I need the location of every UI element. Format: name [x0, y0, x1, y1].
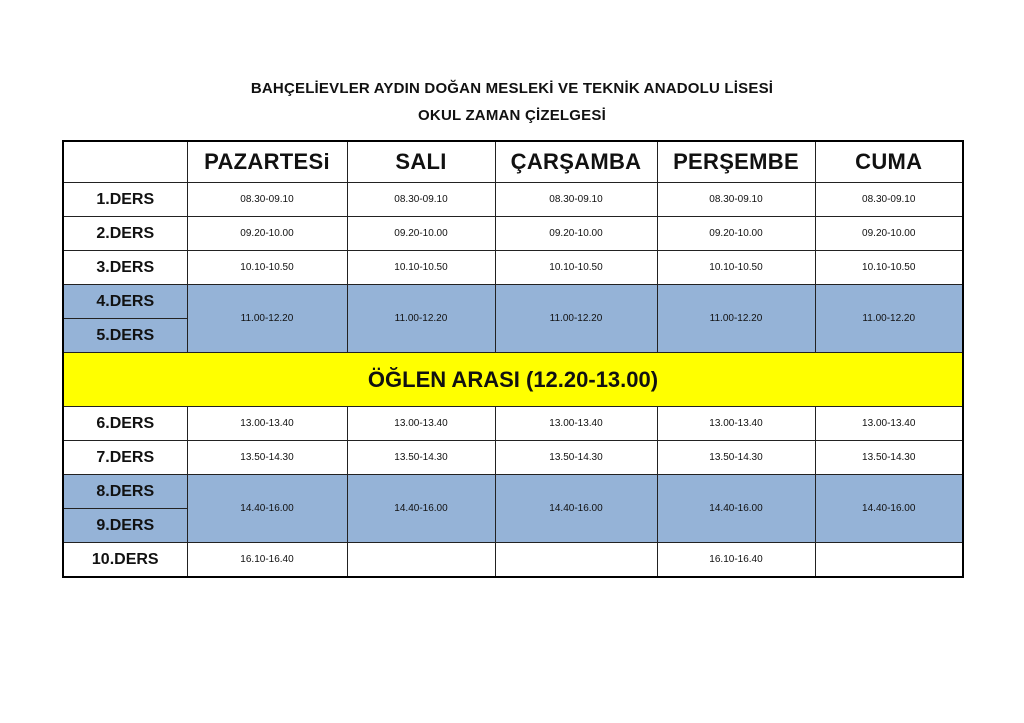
time-cell: 11.00-12.20 — [495, 285, 657, 353]
table-row — [63, 407, 963, 441]
time-cell — [495, 543, 657, 578]
time-cell: 09.20-10.00 — [815, 217, 963, 251]
time-cell: 08.30-09.10 — [657, 183, 815, 217]
time-cell: 08.30-09.10 — [495, 183, 657, 217]
time-cell: 13.50-14.30 — [657, 441, 815, 475]
table-row — [63, 285, 963, 319]
time-cell: 16.10-16.40 — [187, 543, 347, 578]
time-cell: 14.40-16.00 — [815, 475, 963, 543]
corner-cell — [63, 141, 187, 183]
lesson-label: 5.DERS — [63, 319, 187, 353]
school-name: BAHÇELİEVLER AYDIN DOĞAN MESLEKİ VE TEKNİK ANADOLU LİSESİ — [250, 80, 774, 97]
time-cell: 14.40-16.00 — [495, 475, 657, 543]
time-cell: 13.50-14.30 — [495, 441, 657, 475]
lesson-label: 10.DERS — [63, 543, 187, 578]
time-cell: 09.20-10.00 — [657, 217, 815, 251]
time-cell: 10.10-10.50 — [187, 251, 347, 285]
table-row — [63, 475, 963, 509]
schedule-title: OKUL ZAMAN ÇİZELGESİ — [418, 107, 606, 124]
lesson-label: 7.DERS — [63, 441, 187, 475]
lesson-label: 1.DERS — [63, 183, 187, 217]
table-row — [63, 441, 963, 475]
time-cell: 13.00-13.40 — [815, 407, 963, 441]
day-header: PAZARTESi — [187, 141, 347, 183]
time-cell: 08.30-09.10 — [187, 183, 347, 217]
time-cell: 09.20-10.00 — [495, 217, 657, 251]
time-cell: 13.00-13.40 — [347, 407, 495, 441]
day-header: PERŞEMBE — [657, 141, 815, 183]
time-cell: 11.00-12.20 — [347, 285, 495, 353]
day-header: ÇARŞAMBA — [495, 141, 657, 183]
time-cell: 13.50-14.30 — [347, 441, 495, 475]
time-cell: 13.00-13.40 — [657, 407, 815, 441]
time-cell: 10.10-10.50 — [657, 251, 815, 285]
time-cell: 16.10-16.40 — [657, 543, 815, 578]
header-row — [63, 141, 963, 183]
table-row — [63, 251, 963, 285]
time-cell: 10.10-10.50 — [347, 251, 495, 285]
time-cell: 14.40-16.00 — [657, 475, 815, 543]
lesson-label: 3.DERS — [63, 251, 187, 285]
day-header: SALI — [347, 141, 495, 183]
time-cell: 14.40-16.00 — [347, 475, 495, 543]
time-cell — [815, 543, 963, 578]
time-cell: 13.50-14.30 — [187, 441, 347, 475]
time-cell: 13.50-14.30 — [815, 441, 963, 475]
lesson-label: 2.DERS — [63, 217, 187, 251]
time-cell: 09.20-10.00 — [187, 217, 347, 251]
time-cell: 08.30-09.10 — [347, 183, 495, 217]
time-cell: 09.20-10.00 — [347, 217, 495, 251]
lesson-label: 9.DERS — [63, 509, 187, 543]
time-cell — [347, 543, 495, 578]
table-row — [63, 183, 963, 217]
time-cell: 11.00-12.20 — [815, 285, 963, 353]
time-cell: 14.40-16.00 — [187, 475, 347, 543]
time-cell: 08.30-09.10 — [815, 183, 963, 217]
time-cell: 11.00-12.20 — [187, 285, 347, 353]
lesson-label: 8.DERS — [63, 475, 187, 509]
time-cell: 13.00-13.40 — [187, 407, 347, 441]
lesson-label: 4.DERS — [63, 285, 187, 319]
time-cell: 13.00-13.40 — [495, 407, 657, 441]
timetable — [62, 140, 964, 578]
time-cell: 10.10-10.50 — [815, 251, 963, 285]
time-cell: 10.10-10.50 — [495, 251, 657, 285]
table-row — [63, 543, 963, 578]
table-row — [63, 217, 963, 251]
time-cell: 11.00-12.20 — [657, 285, 815, 353]
lunch-break-banner: ÖĞLEN ARASI (12.20-13.00) — [63, 353, 963, 407]
lunch-row — [63, 353, 963, 407]
lesson-label: 6.DERS — [63, 407, 187, 441]
day-header: CUMA — [815, 141, 963, 183]
